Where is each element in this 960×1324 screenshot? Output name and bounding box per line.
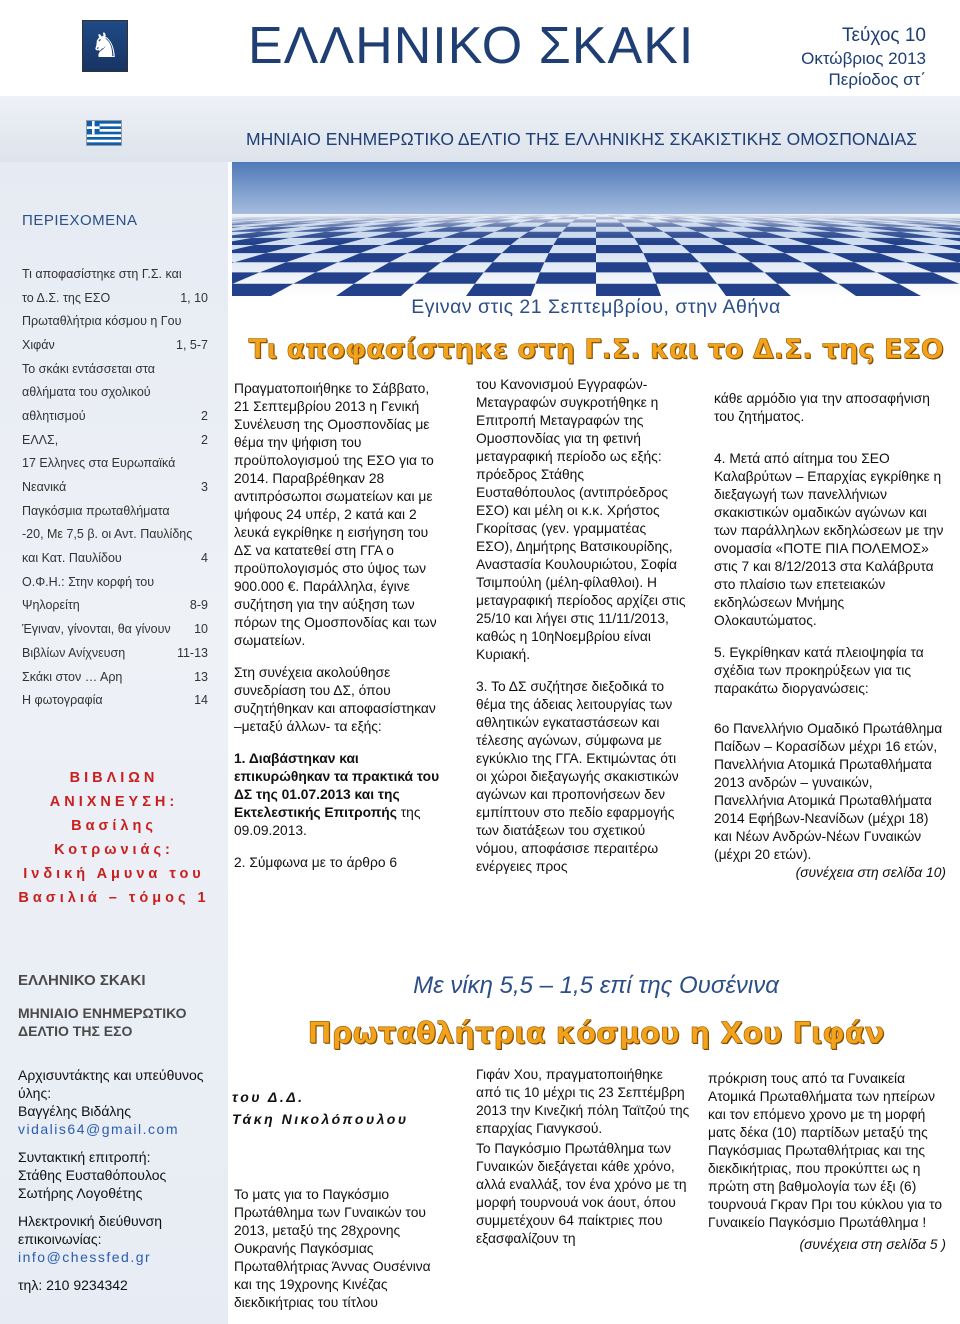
editor-name: Βαγγέλης Βιδάλης (18, 1103, 131, 1119)
promo-line: Κοτρωνιάς: (54, 842, 174, 858)
article1-paragraph: του Κανονισμού Εγγραφών-Μεταγραφών συγκροτήθηκε η Επιτροπή Μεταγραφών της Ομοσπονδίας για τη φετινή μεταγραφική περίοδο ως εξής: πρόεδρος Στάθης Ευσταθόπουλος (αντιπρόεδρος ΕΣΟ) και μέλη οι κ.κ. Χρήστος Γκορίτσας (γεν. γραμματέας ΕΣΟ), Δημήτρης Βατσικουρίδης, Αναστασία Κουλουριώτου, Σοφία Τσιμπούλη (μέλη-φίλαθλοι). Η μεταγραφική περίοδος αρχίζει στις 25/10 και λήγει στις 11/11/2013, καθώς η 10ηΝοεμβρίου είναι Κυριακή. (476, 377, 686, 662)
toc-item-label: αθλήματα του σχολικού (22, 385, 151, 400)
newsletter-title: ΕΛΛΗΝΙΚΟ ΣΚΑΚΙ (248, 17, 695, 75)
article1-kicker: Εγιναν στις 21 Σεπτεμβρίου, στην Αθήνα (411, 296, 781, 318)
board-tile (484, 262, 545, 272)
toc-item[interactable] (22, 452, 208, 476)
promo-line: Βασιλιά – τόμος 1 (18, 890, 210, 906)
board-tile (536, 272, 597, 283)
phone-number: τηλ: 210 9234342 (18, 1277, 128, 1293)
toc-item[interactable] (22, 570, 208, 594)
toc-item-page: 1, 10 (180, 290, 208, 305)
phone-info (18, 1276, 218, 1294)
article2-paragraph: Το ματς για το Παγκόσμιο Πρωτάθλημα των Γυναικών του 2013, μεταξύ της 28χρονης Ουκρανής Παγκόσμιας Πρωταθλήτριας Άννας Ουσένινα και της 19χρονης Κινέζας διεκδικήτριας του τίτλου (234, 1187, 431, 1310)
toc-item-page: 4 (201, 551, 208, 566)
staff-member: Σωτήρης Λογοθέτης (18, 1185, 143, 1201)
greek-flag-icon (86, 120, 122, 146)
toc-item[interactable] (22, 688, 208, 712)
editor-email-link[interactable]: vidalis64@gmail.com (18, 1121, 179, 1137)
masthead-subtitle: ΜΗΝΙΑΙΟ ΕΝΗΜΕΡΩΤΙΚΟ ΔΕΛΤΙΟ ΤΗΣ ΕΣΟ (18, 1005, 187, 1039)
editor-info (18, 1066, 218, 1138)
toc-item-label: και Κατ. Παυλίδου (22, 551, 122, 566)
toc-item[interactable] (22, 665, 208, 689)
chess-knight-icon: ♞ (89, 26, 121, 66)
contact-label: Ηλεκτρονική διεύθυνση επικοινωνίας: (18, 1213, 163, 1247)
toc-item-label: το Δ.Σ. της ΕΣΟ (22, 290, 111, 305)
article1-paragraph: 5. Εγκρίθηκαν κατά πλειοψηφία τα σχέδια των προκηρύξεων για τις παρακάτω διοργανώσεις: (714, 645, 924, 696)
toc-item-page: 10 (194, 622, 208, 637)
article1-paragraph: 6ο Πανελλήνιο Ομαδικό Πρωτάθλημα Παίδων – Κορασίδων μέχρι 16 ετών, Πανελλήνια Ατομικά Πρωταθλήματα 2013 ανδρών – γυναικών, Πανελλήνια Ατομικά Πρωταθλήματα 2014 Εφήβων-Νεανίδων (μέχρι 18) και Νέων Ανδρών-Νέων Γυναικών (μέχρι 20 ετών). (714, 721, 943, 862)
promo-line: ΒΙΒΛΙΩΝ (69, 770, 159, 786)
federation-logo (82, 20, 128, 72)
toc-item[interactable] (22, 617, 208, 641)
toc-item-label: ΕΛΛΣ, (22, 432, 59, 447)
article1-paragraph: 3. Το ΔΣ συζήτησε διεξοδικά το θέμα της άδειας λειτουργίας των αθλητικών εγκαταστάσεων και τέλεσης αγώνων, σύμφωνα με εγκύκλιο της ΓΓΑ. Εκτιμώντας ότι οι χώροι διεξαγωγής σκακιστικών αγώνων και προπονήσεων δεν εμπίπτουν στο πεδίο εφαρμογής των διατάξεων του σχετικού νόμου, αποφάσισε περαιτέρω ενέργειες προς (476, 679, 679, 874)
byline-line: του Δ.Δ. (232, 1089, 305, 1105)
article1-paragraph: κάθε αρμόδιο για την αποσαφήνιση του ζητήματος. (714, 391, 930, 424)
toc-item[interactable] (22, 262, 208, 286)
toc-item-page: 3 (201, 480, 208, 495)
article2-kicker: Με νίκη 5,5 – 1,5 επί της Ουσένινα (413, 972, 779, 999)
masthead-title: ΕΛΛΗΝΙΚΟ ΣΚΑΚΙ (18, 972, 146, 989)
article2-column-1 (234, 1186, 452, 1312)
article1-paragraph: Στη συνέχεια ακολούθησε συνεδρίαση του ΔΣ, όπου συζητήθηκαν και αποφασίστηκαν –μεταξύ άλλων- τα εξής: (234, 665, 436, 734)
article2-column-2 (476, 1066, 690, 1248)
toc-item[interactable] (22, 499, 208, 523)
toc-item-page: 14 (194, 693, 208, 708)
toc-item[interactable] (22, 357, 208, 381)
board-tile (502, 245, 554, 253)
toc-item[interactable] (22, 546, 208, 570)
toc-item[interactable] (22, 309, 208, 333)
book-review-promo[interactable] (14, 766, 214, 910)
contact-email-link[interactable]: info@chessfed.gr (18, 1249, 152, 1265)
staff-label: Συντακτική επιτροπή: (18, 1149, 151, 1165)
promo-line: Βασίλης (71, 818, 157, 834)
toc-item-label: Βιβλίων Ανίχνευση (22, 645, 126, 660)
toc-item[interactable] (22, 380, 208, 404)
board-tile (466, 284, 536, 296)
toc-item-label: Σκάκι στον … Αρη (22, 669, 123, 684)
toc-item-label: Ο.Φ.Η.: Στην κορφή του (22, 574, 155, 589)
board-tile (596, 284, 661, 296)
article1-column-2 (476, 376, 686, 876)
board-tile (544, 253, 596, 262)
toc-item-label: Παγκόσμια πρωταθλήματα (22, 503, 170, 518)
toc-item[interactable] (22, 475, 208, 499)
toc-item-label: Η φωτογραφία (22, 693, 103, 708)
editor-label: Αρχισυντάκτης και υπεύθυνος ύλης: (18, 1067, 204, 1101)
article2-paragraph: Γιφάν Χου, πραγματοποιήθηκε από τις 10 μέχρι τις 23 Σεπτέμβρη 2013 την Κινεζική πόλη Ταϊτζού της επαρχίας Γιανγκσού. (476, 1067, 690, 1136)
issue-info (801, 24, 926, 90)
toc-item-label: 17 Ελληνες στα Ευρωπαϊκά (22, 456, 176, 471)
article1-paragraph: 4. Μετά από αίτημα του ΣΕΟ Καλαβρύτων – Επαρχίας εγκρίθηκε η διεξαγωγή των πανελλήνιων σκακιστικών ομαδικών αγώνων και των παράλληλων εκδηλώσεων με την ονομασία «ΠΟΤΕ ΠΙΑ ΠΟΛΕΜΟΣ» στις 7 και 8/12/2013 στα Καλάβρυτα στο πλαίσιο των επετειακών εκδηλώσεων Μνήμης Ολοκαυτώματος. (714, 451, 944, 628)
promo-line: ΑΝΙΧΝΕΥΣΗ: (49, 794, 179, 810)
staff-member: Στάθης Ευσταθόπουλος (18, 1167, 167, 1183)
article2-byline (232, 1086, 409, 1130)
article1-paragraph: Πραγματοποιήθηκε το Σάββατο, 21 Σεπτεμβρίου 2013 η Γενική Συνέλευση της Ομοσπονδίας με θέμα την ψήφιση του προϋπολογισμού της ΕΣΟ για το 2014. Παραβρέθηκαν 28 αντιπρόσωποι σωματείων και με ψήφους 24 υπέρ, 2 κατά και 2 λευκά εγκρίθηκε η εισήγηση του ΔΣ να κατατεθεί στη ΓΓΑ ο προϋπολογισμός στο ύψος των 900.000 €. Παράλληλα, έγινε συζήτηση για την αύξηση των πόρων της Ομοσπονδίας και των σωματείων. (234, 381, 437, 648)
table-of-contents (22, 262, 208, 712)
toc-item-page: 1, 5-7 (176, 337, 208, 352)
article2-column-3 (708, 1070, 946, 1254)
article1-headline[interactable]: Τι αποφασίστηκε στη Γ.Σ. και το Δ.Σ. της ΕΣΟ (248, 334, 944, 365)
promo-line: Ινδική Αμυνα του (23, 866, 205, 882)
article1-paragraph: 2. Σύμφωνα με το άρθρο 6 (234, 855, 398, 870)
toc-item[interactable] (22, 404, 208, 428)
decision-1-rest: της 09.09.2013. (234, 805, 421, 838)
continued-link[interactable]: (συνέχεια στη σελίδα 10) (795, 865, 946, 880)
board-tile (596, 262, 652, 272)
toc-item-label: Το σκάκι εντάσσεται στα (22, 361, 155, 376)
toc-item-page: 8-9 (189, 598, 208, 613)
board-tile (652, 272, 717, 283)
toc-item-label: Έγιναν, γίνονται, θα γίνουν (22, 622, 171, 637)
toc-item[interactable] (22, 594, 208, 618)
toc-item-label: Τι αποφασίστηκε στη Γ.Σ. και (22, 266, 182, 281)
horizon-haze (232, 214, 960, 242)
newsletter-subtitle: ΜΗΝΙΑΙΟ ΕΝΗΜΕΡΩΤΙΚΟ ΔΕΛΤΙΟ ΤΗΣ ΕΛΛΗΝΙΚΗΣ ΣΚΑΚΙΣΤΙΚΗΣ ΟΜΟΣΠΟΝΔΙΑΣ (246, 129, 918, 149)
continued-link[interactable]: (συνέχεια στη σελίδα 5 ) (799, 1237, 946, 1252)
toc-item[interactable] (22, 333, 208, 357)
article2-headline[interactable]: Πρωταθλήτρια κόσμου η Χου Γιφάν (307, 1016, 885, 1050)
toc-item[interactable] (22, 641, 208, 665)
toc-title: ΠΕΡΙΕΧΟΜΕΝΑ (22, 212, 138, 229)
toc-item-label: αθλητισμού (22, 408, 86, 423)
toc-item-label: Χιφάν (22, 337, 55, 352)
article1-column-1 (234, 380, 444, 872)
contact-info (18, 1212, 218, 1266)
board-tile (596, 245, 643, 253)
article2-paragraph: πρόκριση τους από τα Γυναικεία Ατομικά Πρωταθλήματα των ηπείρων και τον επόμενο χρονο με τη μορφή ματς δέκα (10) παρτίδων μεταξύ της Παγκόσμιας Πρωταθλήτριας και της διεκδικήτριας, που προκύπτει ως η πρώτη στη βαθμολογία των έξι (6) τουρνουά Γκραν Πρι του κύκλου για το Γυναικείο Παγκόσμιο Πρωτάθλημα ! (708, 1071, 943, 1230)
article2-paragraph: Το Παγκόσμιο Πρωτάθλημα των Γυναικών διεξάγεται κάθε χρόνο, αλλά εναλλάξ, τον ένα χρόνο με τη μορφή τουρνουά νοκ άουτ, όπου συμμετέχουν 64 παίκτριες που εξασφαλίζουν τη (476, 1141, 687, 1246)
toc-item[interactable] (22, 286, 208, 310)
toc-item-label: Πρωταθλήτρια κόσμου η Γου (22, 314, 182, 329)
byline-author: Τάκη Νικολόπουλου (232, 1111, 409, 1127)
board-tile (643, 253, 699, 262)
toc-item-label: -20, Με 7,5 β. οι Αντ. Παυλίδης (22, 527, 193, 542)
article1-column-3 (714, 390, 946, 882)
issue-period: Περίοδος στ΄ (828, 70, 926, 89)
chessboard-banner-image (232, 162, 960, 296)
toc-item[interactable] (22, 428, 208, 452)
staff-info (18, 1148, 218, 1202)
decision-1-bold: 1. Διαβάστηκαν και επικυρώθηκαν τα πρακτικά του ΔΣ της 01.07.2013 και της Εκτελεστικής Επιτροπής (234, 751, 440, 820)
issue-month: Οκτώβριος 2013 (801, 48, 926, 68)
masthead-info (18, 972, 218, 1048)
toc-item-page: 2 (201, 432, 208, 447)
toc-item-page: 2 (201, 408, 208, 423)
toc-item[interactable] (22, 523, 208, 547)
toc-item-page: 13 (194, 669, 208, 684)
toc-item-label: Νεανικά (22, 480, 67, 495)
toc-item-label: Ψηλορείτη (22, 598, 80, 613)
issue-number: Τεύχος 10 (842, 25, 926, 46)
article1-paragraph (234, 750, 444, 840)
toc-item-page: 11-13 (176, 645, 208, 660)
